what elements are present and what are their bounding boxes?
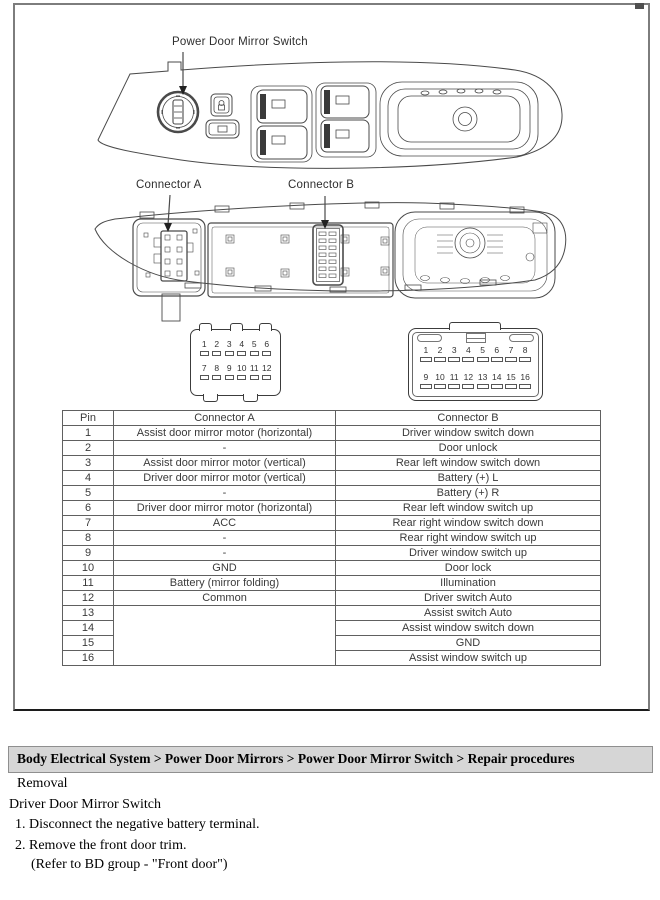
switch-pointer-arrow-icon	[179, 52, 187, 95]
cell-pin: 12	[63, 591, 114, 606]
pin-slot	[250, 375, 259, 380]
pin-slot	[448, 357, 460, 362]
cell-connector-a: -	[114, 441, 336, 456]
cell-connector-a: Driver door mirror motor (vertical)	[114, 471, 336, 486]
cell-pin: 4	[63, 471, 114, 486]
cell-connector-b: Rear left window switch down	[336, 456, 601, 471]
cell-pin: 11	[63, 576, 114, 591]
pin-number: 8	[214, 363, 220, 373]
cell-connector-b: Driver switch Auto	[336, 591, 601, 606]
pin-cell	[261, 364, 274, 380]
table-row	[63, 531, 601, 546]
procedure-note: (Refer to BD group - "Front door")	[31, 857, 228, 872]
header-connector-b: Connector B	[336, 411, 601, 426]
pin-cell	[461, 346, 475, 362]
cell-connector-b: Battery (+) R	[336, 486, 601, 501]
pin-number: 13	[477, 372, 488, 382]
pin-cell	[198, 364, 211, 380]
connector-slot	[509, 334, 534, 342]
connector-b-arrow-icon	[321, 196, 329, 229]
cell-pin: 14	[63, 621, 114, 636]
connector-a-label: Connector A	[136, 179, 202, 191]
pin-number: 7	[508, 345, 514, 355]
pin-cell	[248, 340, 261, 356]
connector-notch	[466, 333, 486, 343]
pin-slot	[200, 351, 209, 356]
connector-tab	[259, 323, 272, 331]
pin-cell	[447, 373, 461, 389]
table-row	[63, 441, 601, 456]
pin-number: 2	[214, 339, 220, 349]
cell-connector-b: Door unlock	[336, 441, 601, 456]
pin-cell	[461, 373, 475, 389]
subsection-title: Driver Door Mirror Switch	[9, 797, 162, 812]
pin-slot	[212, 351, 221, 356]
pin-number: 7	[201, 363, 207, 373]
table-row	[63, 576, 601, 591]
pinout-table	[62, 410, 601, 666]
pin-slot	[200, 375, 209, 380]
cell-connector-b: Rear right window switch up	[336, 531, 601, 546]
pin-slot	[225, 375, 234, 380]
pin-cell	[236, 340, 249, 356]
table-row	[63, 501, 601, 516]
pin-slot	[434, 357, 446, 362]
pin-cell	[476, 373, 490, 389]
table-row	[63, 426, 601, 441]
pin-number: 4	[466, 345, 471, 355]
pin-cell	[198, 340, 211, 356]
cell-pin: 6	[63, 501, 114, 516]
pin-slot	[434, 384, 446, 389]
pin-cell	[223, 364, 236, 380]
pin-number: 6	[494, 345, 500, 355]
table-row	[63, 561, 601, 576]
door-handle-recess-drawing	[380, 82, 538, 156]
cell-connector-b: Assist window switch down	[336, 621, 601, 636]
power-door-mirror-switch-label: Power Door Mirror Switch	[172, 36, 308, 48]
table-row	[63, 516, 601, 531]
breadcrumb-text: Body Electrical System > Power Door Mirrors > Power Door Mirror Switch > Repair procedures	[17, 751, 575, 766]
cell-pin: 9	[63, 546, 114, 561]
pin-cell	[518, 373, 532, 389]
cell-connector-b: GND	[336, 636, 601, 651]
cell-connector-b: Assist window switch up	[336, 651, 601, 666]
pin-cell	[476, 346, 490, 362]
pin-number: 16	[520, 372, 530, 382]
pin-number: 11	[249, 363, 259, 373]
pin-slot	[212, 375, 221, 380]
cell-connector-a: Common	[114, 591, 336, 606]
cell-pin: 8	[63, 531, 114, 546]
cell-pin: 10	[63, 561, 114, 576]
pin-cell	[490, 346, 504, 362]
pin-cell	[261, 340, 274, 356]
switch-panel-front-drawing	[85, 52, 575, 182]
pin-slot	[420, 384, 432, 389]
connector-a-pin-row-2	[191, 364, 280, 380]
pin-number: 14	[492, 372, 502, 382]
pin-cell	[211, 340, 224, 356]
window-switches-drawing	[251, 83, 376, 162]
header-connector-a: Connector A	[114, 411, 336, 426]
pin-cell	[518, 346, 532, 362]
pin-cell	[504, 373, 518, 389]
cell-connector-a: Assist door mirror motor (horizontal)	[114, 426, 336, 441]
pin-number: 4	[239, 339, 245, 349]
door-lock-button-drawing	[211, 94, 232, 116]
cell-connector-a: -	[114, 486, 336, 501]
pin-number: 1	[201, 339, 207, 349]
pin-number: 5	[251, 339, 257, 349]
table-row	[63, 456, 601, 471]
cell-connector-b: Driver window switch up	[336, 546, 601, 561]
cell-connector-b: Driver window switch down	[336, 426, 601, 441]
cell-pin: 1	[63, 426, 114, 441]
pin-slot	[237, 375, 246, 380]
pin-slot	[505, 357, 517, 362]
cell-pin: 16	[63, 651, 114, 666]
table-header-row	[63, 411, 601, 426]
cell-pin: 13	[63, 606, 114, 621]
pin-slot	[237, 351, 246, 356]
pin-cell	[248, 364, 261, 380]
connector-b-location-drawing	[313, 225, 343, 285]
breadcrumb	[8, 746, 653, 773]
pin-number: 8	[522, 345, 528, 355]
connector-b-pin-row-1	[409, 346, 542, 362]
connector-a-pin-diagram	[190, 329, 281, 396]
connector-b-pin-diagram	[408, 328, 543, 401]
pin-slot	[462, 357, 474, 362]
connector-tab	[230, 323, 243, 331]
figure-box	[13, 3, 650, 711]
table-row	[63, 471, 601, 486]
pin-cell	[419, 373, 433, 389]
pin-number: 1	[423, 345, 429, 355]
cell-pin: 2	[63, 441, 114, 456]
connector-b-label: Connector B	[288, 179, 355, 191]
connector-b-pin-row-2	[409, 373, 542, 389]
cell-connector-a: Driver door mirror motor (horizontal)	[114, 501, 336, 516]
switch-panel-back-drawing	[85, 193, 575, 328]
cell-pin: 15	[63, 636, 114, 651]
cell-connector-a: -	[114, 546, 336, 561]
pin-number: 12	[463, 372, 474, 382]
cell-pin: 3	[63, 456, 114, 471]
pin-slot	[519, 357, 531, 362]
pin-slot	[225, 351, 234, 356]
pin-slot	[491, 384, 503, 389]
cell-connector-b: Door lock	[336, 561, 601, 576]
connector-tab	[243, 394, 258, 402]
pin-slot	[262, 375, 271, 380]
pin-slot	[477, 357, 489, 362]
pin-slot	[250, 351, 259, 356]
pin-number: 12	[262, 363, 272, 373]
table-row	[63, 546, 601, 561]
cell-connector-a: Battery (mirror folding)	[114, 576, 336, 591]
pin-cell	[223, 340, 236, 356]
pinout-table-body	[63, 426, 601, 666]
pin-slot	[505, 384, 517, 389]
pin-number: 9	[423, 372, 429, 382]
pin-cell	[211, 364, 224, 380]
cell-connector-a: Assist door mirror motor (vertical)	[114, 456, 336, 471]
pin-number: 3	[226, 339, 232, 349]
pin-number: 11	[449, 372, 459, 382]
cell-connector-b: Illumination	[336, 576, 601, 591]
cell-connector-a: GND	[114, 561, 336, 576]
pin-cell	[447, 346, 461, 362]
cell-connector-a	[114, 606, 336, 666]
pin-cell	[433, 346, 447, 362]
pin-slot	[448, 384, 460, 389]
cell-connector-b: Rear right window switch down	[336, 516, 601, 531]
connector-slot	[417, 334, 442, 342]
corner-artifact	[635, 3, 644, 9]
table-row	[63, 591, 601, 606]
table-row	[63, 486, 601, 501]
pin-number: 10	[237, 363, 247, 373]
cell-pin: 7	[63, 516, 114, 531]
pin-slot	[519, 384, 531, 389]
pin-cell	[419, 346, 433, 362]
cell-connector-b: Battery (+) L	[336, 471, 601, 486]
connector-a-pin-row-1	[191, 340, 280, 356]
section-title: Removal	[17, 776, 68, 791]
pin-cell	[490, 373, 504, 389]
cell-connector-a: ACC	[114, 516, 336, 531]
procedure-step: 1. Disconnect the negative battery terminal.	[15, 817, 260, 832]
pin-slot	[420, 357, 432, 362]
pin-slot	[491, 357, 503, 362]
pin-slot	[262, 351, 271, 356]
pin-number: 9	[226, 363, 232, 373]
cell-connector-a: -	[114, 531, 336, 546]
cell-connector-b: Assist switch Auto	[336, 606, 601, 621]
pin-cell	[504, 346, 518, 362]
pin-cell	[433, 373, 447, 389]
cell-connector-b: Rear left window switch up	[336, 501, 601, 516]
connector-a-location-drawing	[133, 219, 205, 296]
pin-number: 6	[264, 339, 270, 349]
procedure-step: 2. Remove the front door trim.	[15, 838, 187, 853]
pin-slot	[477, 384, 489, 389]
connector-tab	[449, 322, 501, 330]
header-pin: Pin	[63, 411, 114, 426]
pin-number: 10	[435, 372, 445, 382]
pin-number: 2	[437, 345, 443, 355]
pin-number: 5	[480, 345, 485, 355]
pin-cell	[236, 364, 249, 380]
table-row	[63, 606, 601, 621]
pin-slot	[462, 384, 474, 389]
pin-number: 15	[506, 372, 516, 382]
connector-tab	[199, 323, 212, 331]
pin-number: 3	[451, 345, 457, 355]
connector-tab	[203, 394, 218, 402]
cell-pin: 5	[63, 486, 114, 501]
